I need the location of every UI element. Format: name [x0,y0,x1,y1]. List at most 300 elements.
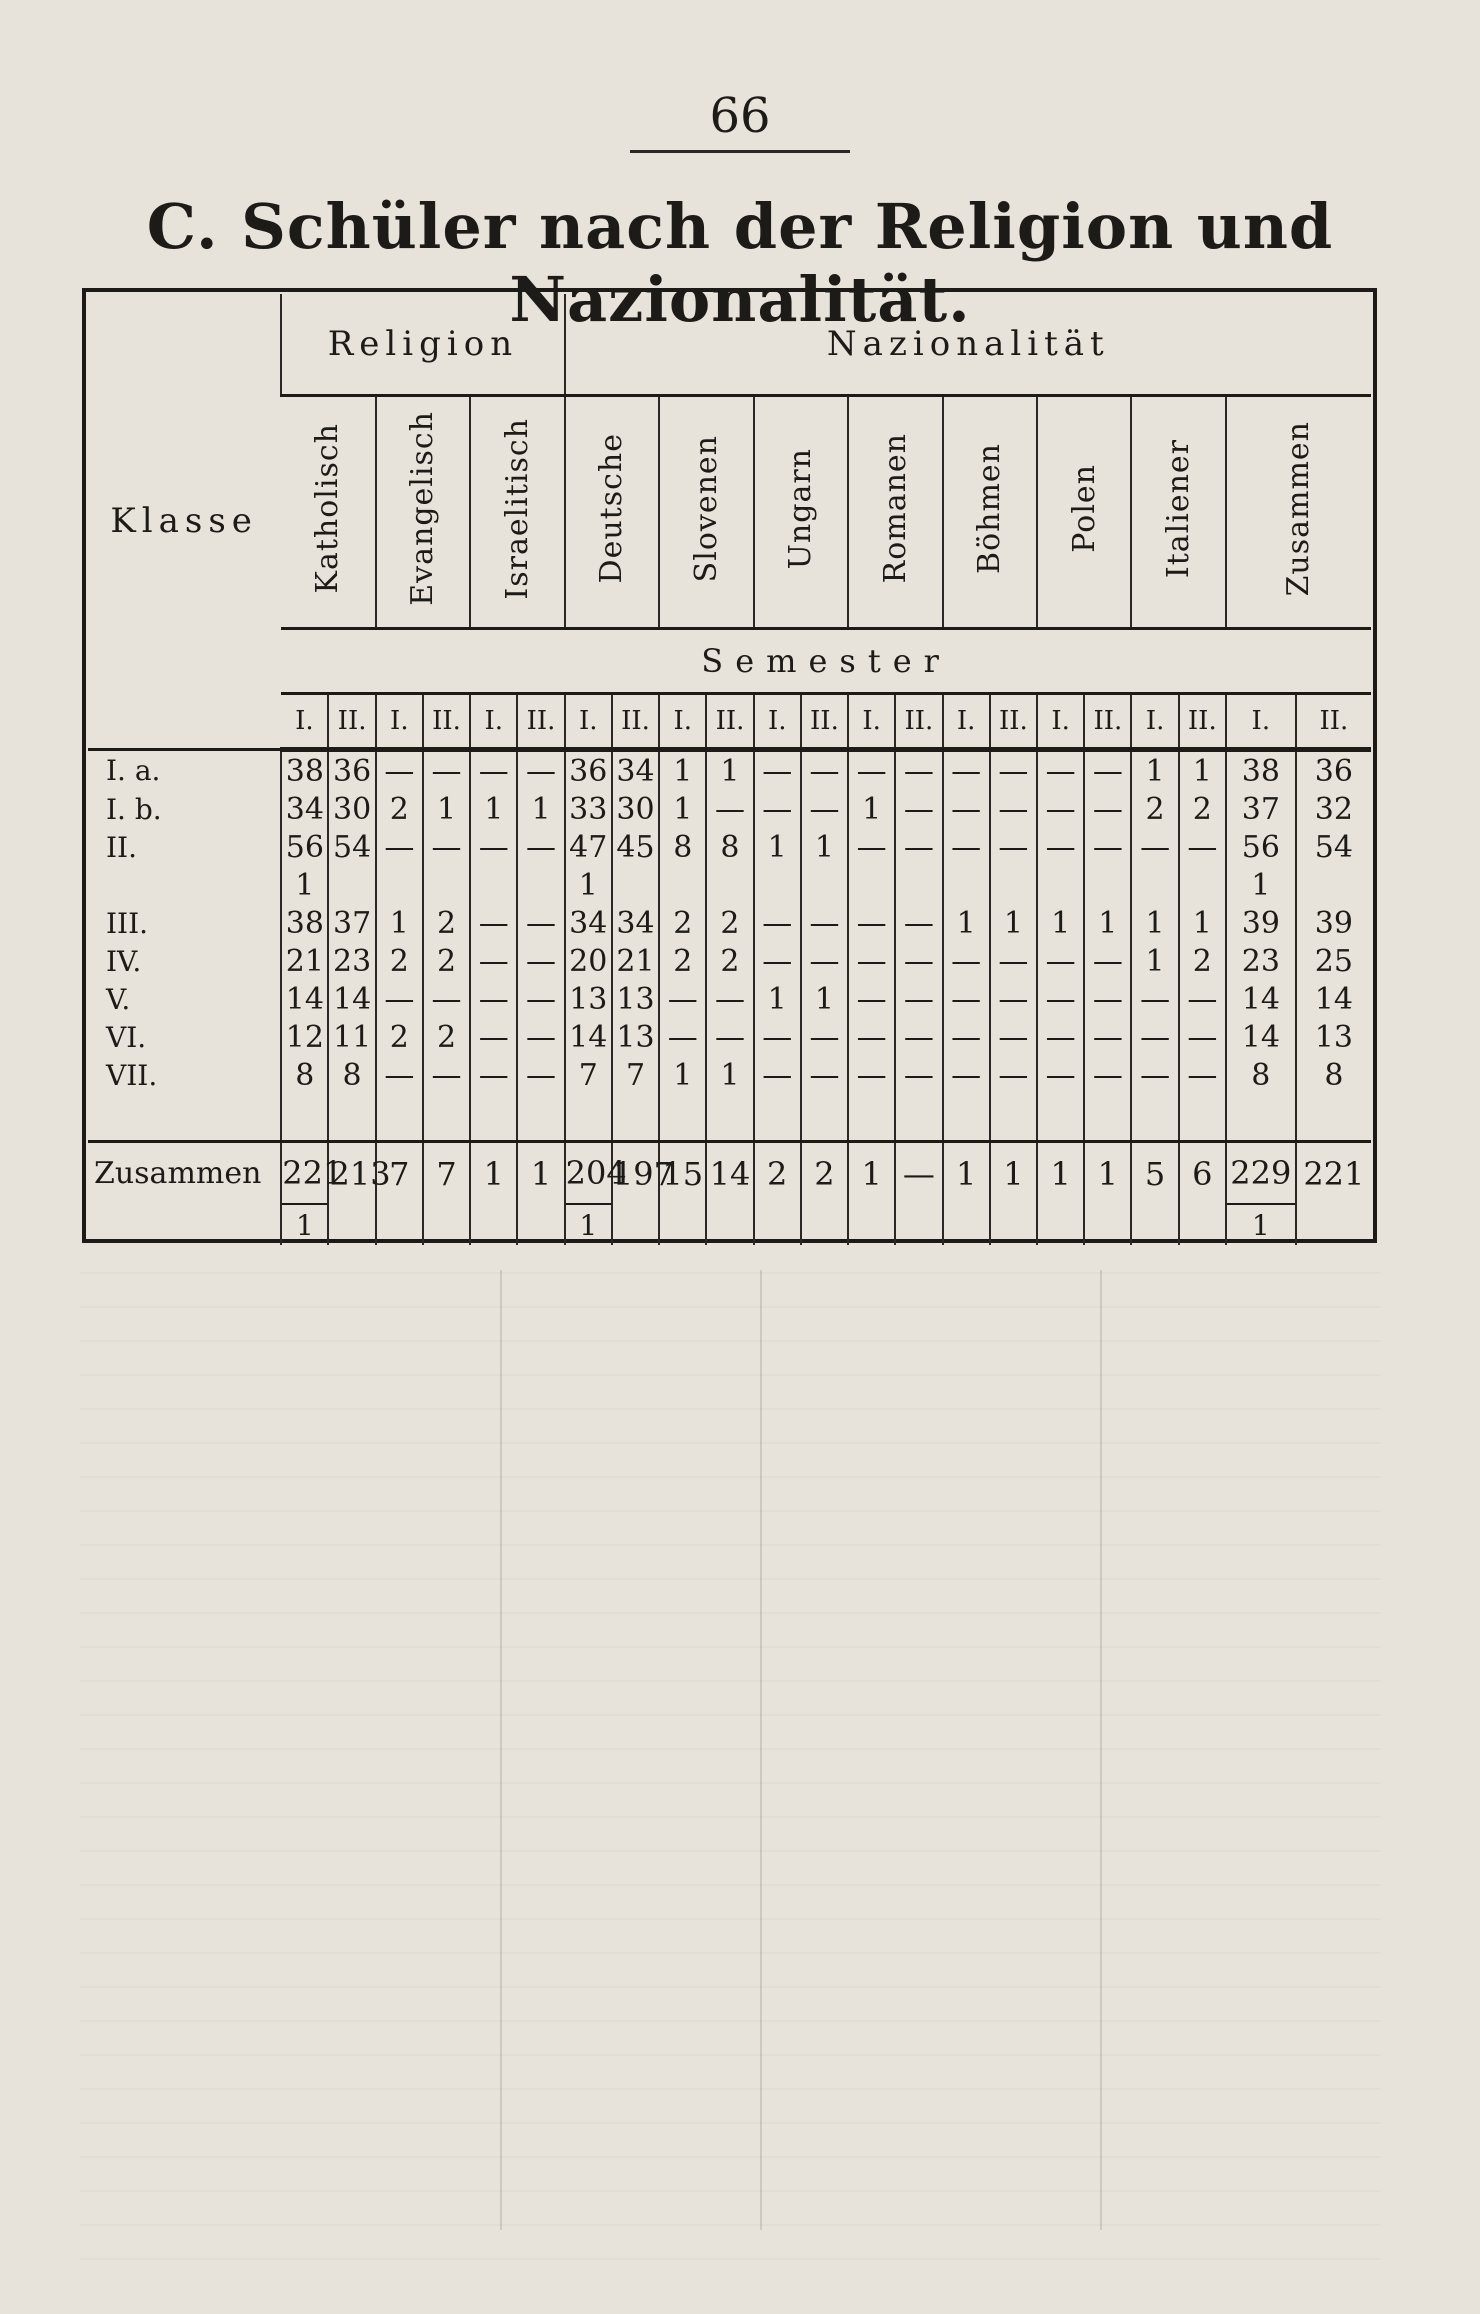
table-cell: 34 [565,904,612,942]
semester-column-header: II. [612,694,659,750]
table-cell: 1 [281,1204,328,1245]
table-cell: — [943,790,990,828]
table-cell: — [1084,942,1131,980]
table-cell: 2 [659,942,706,980]
table-cell: — [990,828,1037,866]
table-cell: — [1084,790,1131,828]
table-cell: 1 [754,980,801,1018]
table-cell: 37 [328,904,375,942]
semester-column-header: I. [943,694,990,750]
row-label: VII. [106,1058,158,1092]
page-number: 66 [709,88,771,144]
table-cell: 6 [1179,1142,1226,1205]
table-cell: — [423,828,470,866]
table-cell: — [1037,980,1084,1018]
table-cell [517,1204,564,1245]
table-cell: — [990,980,1037,1018]
table-cell: — [943,750,990,791]
table-cell: — [895,828,942,866]
table-cell: — [1179,980,1226,1018]
table-cell [328,1204,375,1245]
table-cell [754,1204,801,1245]
table-cell: 1 [1179,904,1226,942]
table-cell [659,866,706,904]
table-cell: — [1037,790,1084,828]
table-cell [990,866,1037,904]
table-cell: — [895,1018,942,1056]
table-cell: — [470,904,517,942]
semester-column-header: I. [659,694,706,750]
table-cell: 1 [1131,942,1178,980]
column-header [565,396,659,629]
table-cell: 5 [1131,1142,1178,1205]
table-cell: — [517,1018,564,1056]
semester-column-header: I. [1037,694,1084,750]
table-cell: 1 [659,750,706,791]
table-cell [423,866,470,904]
table-cell: 1 [1226,1204,1296,1245]
table-cell [423,1204,470,1245]
column-header [848,396,942,629]
row-label: III. [106,906,149,940]
table-cell [801,1204,848,1245]
table-cell: 2 [659,904,706,942]
semester-column-header: II. [1179,694,1226,750]
table-cell: 1 [659,1056,706,1094]
column-header [754,396,848,629]
column-header-label: Israelitisch [499,417,535,600]
table-cell: 21 [612,942,659,980]
table-cell: 1 [565,1204,612,1245]
table-cell: — [470,828,517,866]
table-cell: — [1084,980,1131,1018]
spacer-row [88,1094,1371,1142]
table-cell: 1 [801,980,848,1018]
table-cell: — [517,942,564,980]
spacer-cell [1037,1094,1084,1142]
semester-header: Semester [281,629,1371,694]
klasse-header: Klasse [88,294,281,750]
table-cell: 12 [281,1018,328,1056]
table-cell: 7 [423,1142,470,1205]
table-cell: — [1037,750,1084,791]
table-cell: 30 [328,790,375,828]
table-cell: 23 [328,942,375,980]
table-cell: — [423,750,470,791]
table-cell: 2 [423,904,470,942]
table-row [88,980,1371,1018]
religion-header: Religion [281,294,564,396]
table-cell: 1 [706,1056,753,1094]
table-cell: 2 [1179,790,1226,828]
table-cell: 30 [612,790,659,828]
table-cell: — [1084,828,1131,866]
table-cell: — [943,942,990,980]
column-header-label: Evangelisch [405,411,441,606]
row-label: VI. [106,1020,147,1054]
table-cell: — [470,980,517,1018]
column-header [1131,396,1225,629]
column-header [659,396,753,629]
table-cell: — [517,750,564,791]
table-cell: — [801,1018,848,1056]
table-cell: — [1131,828,1178,866]
table-cell: 2 [376,942,423,980]
table-cell [706,866,753,904]
table-cell: 1 [706,750,753,791]
table-cell [517,866,564,904]
semester-column-header: I. [376,694,423,750]
semester-column-header: II. [895,694,942,750]
column-header-label: Italiener [1161,438,1197,579]
column-header [1037,396,1131,629]
table-cell: — [895,750,942,791]
table-cell: 23 [1226,942,1296,980]
table-cell: 2 [801,1142,848,1205]
table-cell: 25 [1296,942,1371,980]
table-cell: 2 [706,942,753,980]
table-cell: 1 [1037,904,1084,942]
spacer-cell [754,1094,801,1142]
table-cell: — [470,1056,517,1094]
table-cell: — [801,942,848,980]
table-row [88,904,1371,942]
table-cell: 1 [1131,904,1178,942]
table-cell: 1 [1179,750,1226,791]
table-cell: 221 [281,1142,328,1205]
table-cell: — [990,1018,1037,1056]
table-cell: — [470,942,517,980]
table-cell: 1 [848,790,895,828]
table-cell: 8 [328,1056,375,1094]
column-header-label: Romanen [877,433,913,584]
table-row [88,750,1371,791]
row-label [88,1204,281,1245]
spacer-cell [801,1094,848,1142]
table-cell: 33 [565,790,612,828]
spacer-cell [565,1094,612,1142]
semester-column-header: II. [801,694,848,750]
table-row [88,942,1371,980]
table-cell: 1 [281,866,328,904]
table-cell: — [659,1018,706,1056]
column-header-label: Polen [1066,464,1102,553]
table-cell: — [706,980,753,1018]
table-row [88,1142,1371,1205]
table-cell: — [895,980,942,1018]
table-cell [1084,1204,1131,1245]
table-cell: 1 [943,1142,990,1205]
table-cell: 1 [990,1142,1037,1205]
column-header [470,396,564,629]
table-cell: — [1084,1056,1131,1094]
spacer-cell [470,1094,517,1142]
table-cell: 8 [1296,1056,1371,1094]
table-cell: — [848,980,895,1018]
table-cell: 45 [612,828,659,866]
table-cell: — [517,980,564,1018]
semester-column-header: II. [706,694,753,750]
table-cell [706,1204,753,1245]
table-row [88,1018,1371,1056]
table-cell: 20 [565,942,612,980]
semester-column-header: II. [328,694,375,750]
table-cell: — [1084,750,1131,791]
spacer-cell [1131,1094,1178,1142]
spacer-cell [281,1094,328,1142]
column-header [376,396,470,629]
table-cell: 32 [1296,790,1371,828]
table-cell [1296,866,1371,904]
table-cell: — [1179,828,1226,866]
row-label: II. [106,830,138,864]
spacer-cell [990,1094,1037,1142]
bleed-through-shadow [80,1260,1380,2260]
table-cell: — [659,980,706,1018]
spacer-cell [517,1094,564,1142]
table-cell: 37 [1226,790,1296,828]
table-cell: 8 [281,1056,328,1094]
table-cell: — [1037,1018,1084,1056]
bleed-through-line [760,1270,762,2230]
semester-column-header: II. [1084,694,1131,750]
table-cell: 54 [328,828,375,866]
table-cell: 2 [376,1018,423,1056]
table-cell: — [706,1018,753,1056]
table-cell: — [376,1056,423,1094]
table-cell [990,1204,1037,1245]
table-cell: — [990,750,1037,791]
bleed-through-line [500,1270,502,2230]
table-cell: — [517,904,564,942]
table-cell: 1 [754,828,801,866]
table-cell: 14 [281,980,328,1018]
column-header-label: Ungarn [783,447,819,570]
table-cell: 213 [328,1142,375,1205]
table-cell: 1 [943,904,990,942]
table-cell [754,866,801,904]
table-cell: 1 [470,790,517,828]
page-title: C. Schüler nach der Religion und Nazionalität. [146,190,1334,336]
statistics-table [88,294,1371,1245]
table-cell: — [943,1056,990,1094]
table-cell: 1 [848,1142,895,1205]
table-cell: 34 [612,904,659,942]
table-cell: — [1131,1056,1178,1094]
table-cell: 229 [1226,1142,1296,1205]
table-cell [1037,1204,1084,1245]
table-cell: — [1037,1056,1084,1094]
semester-column-header: I. [1226,694,1296,750]
table-row [88,828,1371,866]
table-cell [659,1204,706,1245]
table-cell: 1 [423,790,470,828]
table-cell: 14 [328,980,375,1018]
table-cell: 54 [1296,828,1371,866]
spacer-cell [88,1094,281,1142]
row-label [88,866,281,904]
table-cell: 13 [1296,1018,1371,1056]
table-cell: 38 [281,904,328,942]
table-cell: — [754,1056,801,1094]
spacer-cell [612,1094,659,1142]
table-cell: 7 [612,1056,659,1094]
table-cell: 8 [1226,1056,1296,1094]
table-cell: 2 [1131,790,1178,828]
table-cell: 14 [1226,1018,1296,1056]
spacer-cell [328,1094,375,1142]
table-cell: — [990,790,1037,828]
column-header [943,396,1037,629]
column-header-label: Deutsche [594,433,630,584]
table-cell [612,866,659,904]
table-cell [895,1204,942,1245]
table-cell: 39 [1226,904,1296,942]
table-cell: — [376,750,423,791]
spacer-cell [423,1094,470,1142]
table-cell: 34 [281,790,328,828]
table-cell [1131,866,1178,904]
table-cell: — [895,904,942,942]
row-label: I. b. [106,792,162,826]
table-cell [848,866,895,904]
table-cell: 1 [1226,866,1296,904]
table-cell: 8 [706,828,753,866]
spacer-cell [943,1094,990,1142]
spacer-cell [1084,1094,1131,1142]
table-cell: — [1131,1018,1178,1056]
spacer-cell [848,1094,895,1142]
row-label: V. [106,982,131,1016]
table-cell: 38 [1226,750,1296,791]
table-cell: 1 [801,828,848,866]
column-header-label: Zusammen [1281,420,1317,597]
column-header-label: Slovenen [688,434,724,583]
table-cell: — [470,750,517,791]
table-cell: — [517,828,564,866]
table-cell: — [376,980,423,1018]
table-cell: — [895,1142,942,1205]
table-cell: — [895,1056,942,1094]
semester-column-header: I. [754,694,801,750]
table-cell: 14 [706,1142,753,1205]
table-cell [943,866,990,904]
semester-column-header: I. [1131,694,1178,750]
table-cell: 13 [565,980,612,1018]
semester-column-header: I. [281,694,328,750]
spacer-cell [1226,1094,1296,1142]
table-cell: — [1084,1018,1131,1056]
table-cell: — [801,1056,848,1094]
table-cell [895,866,942,904]
table-cell: — [754,790,801,828]
table-cell: 1 [1084,1142,1131,1205]
table-cell: — [848,904,895,942]
semester-column-header: II. [1296,694,1371,750]
table-cell: 1 [990,904,1037,942]
table-cell [1179,1204,1226,1245]
table-cell: — [517,1056,564,1094]
semester-column-header: II. [423,694,470,750]
table-cell: — [848,1056,895,1094]
table-cell: 1 [565,866,612,904]
table-cell: — [943,1018,990,1056]
table-cell: 2 [423,1018,470,1056]
table-cell: 13 [612,980,659,1018]
table-cell: 1 [1131,750,1178,791]
table-cell: 15 [659,1142,706,1205]
table-cell: 14 [1296,980,1371,1018]
table-cell [801,866,848,904]
table-cell: 1 [517,1142,564,1205]
table-cell: 36 [328,750,375,791]
table-cell: — [1037,942,1084,980]
table-row [88,1056,1371,1094]
table-cell: — [801,790,848,828]
table-cell: 1 [470,1142,517,1205]
table-row [88,866,1371,904]
table-cell: — [1179,1018,1226,1056]
table-cell: — [1037,828,1084,866]
table-cell: 2 [754,1142,801,1205]
table-cell: 14 [1226,980,1296,1018]
table-cell: 7 [565,1056,612,1094]
table-cell [943,1204,990,1245]
spacer-cell [376,1094,423,1142]
table-cell [1037,866,1084,904]
table-cell: 34 [612,750,659,791]
table-cell: — [706,790,753,828]
table-cell: — [848,750,895,791]
table-cell: 11 [328,1018,375,1056]
table-cell [848,1204,895,1245]
table-cell: — [895,942,942,980]
column-header-label: Katholisch [310,423,346,594]
table-cell: 14 [565,1018,612,1056]
semester-column-header: II. [517,694,564,750]
table-cell: 36 [565,750,612,791]
column-header [281,396,375,629]
table-cell: — [754,750,801,791]
table-cell: — [801,750,848,791]
table-cell [376,1204,423,1245]
table-cell: — [376,828,423,866]
table-cell [1084,866,1131,904]
table-cell: 221 [1296,1142,1371,1205]
table-cell: — [895,790,942,828]
table-cell [1296,1204,1371,1245]
page-number-rule [630,150,850,153]
table-cell: — [754,942,801,980]
table-cell: 2 [423,942,470,980]
table-cell: 204 [565,1142,612,1205]
table-cell: 38 [281,750,328,791]
table-cell: — [1131,980,1178,1018]
spacer-cell [706,1094,753,1142]
semester-column-header: I. [470,694,517,750]
table-cell: — [990,1056,1037,1094]
table-cell [376,866,423,904]
table-cell: 1 [1084,904,1131,942]
table-cell: 8 [659,828,706,866]
table-cell: — [754,904,801,942]
table-cell: 36 [1296,750,1371,791]
table-cell: 56 [1226,828,1296,866]
row-label: Zusammen [88,1142,281,1205]
table-cell: 2 [706,904,753,942]
table-cell: 2 [1179,942,1226,980]
row-label: I. a. [106,754,161,787]
